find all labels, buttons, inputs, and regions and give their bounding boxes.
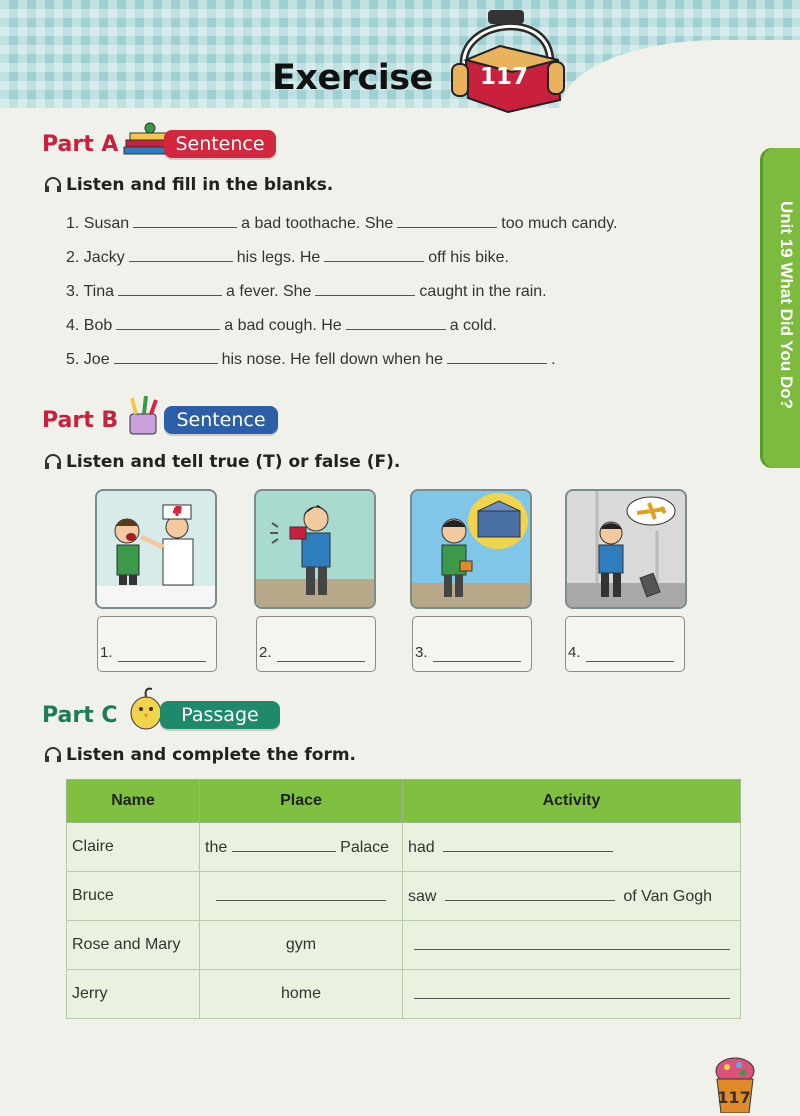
picture-museum: [410, 489, 532, 609]
table-row: [67, 970, 741, 1019]
place-blank[interactable]: [232, 837, 336, 852]
sentence-middle: his nose. He fell down when he: [221, 351, 444, 368]
answer-number: 4.: [568, 644, 581, 661]
activity-blank[interactable]: [414, 984, 730, 999]
sentence-start: 2. Jacky: [66, 249, 125, 266]
sentence-start: 3. Tina: [66, 283, 115, 300]
sentence-row: [66, 213, 618, 233]
headphones-icon: [450, 8, 565, 113]
part-b-pill: Sentence: [164, 406, 278, 434]
page-title: Exercise: [272, 58, 433, 98]
place-prefix: the: [205, 839, 228, 856]
answer-blank[interactable]: [397, 213, 497, 228]
cell-activity: [403, 970, 741, 1019]
sentence-row: [66, 247, 509, 267]
sentence-start: 4. Bob: [66, 317, 113, 334]
answer-number: 2.: [259, 644, 272, 661]
sentence-middle: a bad cough. He: [224, 317, 342, 334]
headphone-icon: [44, 453, 62, 469]
answer-blank[interactable]: [346, 315, 446, 330]
part-c-pill: Passage: [160, 701, 280, 729]
table-header-row: [67, 780, 741, 823]
cell-place: [200, 872, 403, 921]
sentence-middle: a fever. She: [226, 283, 312, 300]
part-c-label: Part C: [42, 703, 118, 728]
answer-line: [277, 661, 365, 662]
activity-suffix: of Van Gogh: [623, 888, 713, 905]
sentence-start: 1. Susan: [66, 215, 130, 232]
cell-activity: [403, 872, 741, 921]
sentence-end: .: [551, 351, 556, 368]
sentence-row: [66, 349, 556, 369]
pencil-cup-icon: [124, 396, 164, 436]
part-a-instruction-text: Listen and fill in the blanks.: [66, 175, 334, 195]
part-a-instruction: [44, 175, 333, 195]
table-row: [67, 823, 741, 872]
answer-blank[interactable]: [114, 349, 218, 364]
answer-box[interactable]: [565, 616, 685, 672]
sentence-start: 5. Joe: [66, 351, 110, 368]
header-place: Place: [200, 780, 403, 823]
cell-activity: [403, 823, 741, 872]
sentence-end: off his bike.: [428, 249, 509, 266]
sentence-middle: a bad toothache. She: [241, 215, 394, 232]
form-table: [66, 779, 741, 1019]
activity-blank[interactable]: [443, 837, 613, 852]
picture-dentist: [95, 489, 217, 609]
answer-blank[interactable]: [129, 247, 233, 262]
part-b-instruction-text: Listen and tell true (T) or false (F).: [66, 452, 401, 472]
answer-line: [118, 661, 206, 662]
sentence-end: a cold.: [449, 317, 497, 334]
cell-name: Bruce: [67, 872, 200, 921]
activity-blank[interactable]: [445, 886, 615, 901]
unit-title: Unit 19 What Did You Do?: [777, 200, 796, 410]
part-a-label: Part A: [42, 132, 119, 157]
part-c-instruction-text: Listen and complete the form.: [66, 745, 356, 765]
activity-prefix: had: [408, 839, 435, 856]
answer-blank[interactable]: [315, 281, 415, 296]
answer-line: [586, 661, 674, 662]
part-b-instruction: [44, 452, 400, 472]
sentence-row: [66, 281, 547, 301]
cell-activity: [403, 921, 741, 970]
activity-blank[interactable]: [414, 935, 730, 950]
answer-blank[interactable]: [116, 315, 220, 330]
place-blank[interactable]: [216, 886, 386, 901]
sentence-end: too much candy.: [501, 215, 618, 232]
part-b-label: Part B: [42, 408, 119, 433]
page-number: 117: [717, 1088, 751, 1107]
answer-box[interactable]: [412, 616, 532, 672]
headphone-icon: [44, 176, 62, 192]
cell-name: Jerry: [67, 970, 200, 1019]
cell-place: [200, 823, 403, 872]
place-suffix: Palace: [340, 839, 390, 856]
answer-number: 3.: [415, 644, 428, 661]
answer-line: [433, 661, 521, 662]
cell-name: Rose and Mary: [67, 921, 200, 970]
activity-prefix: saw: [408, 888, 437, 905]
cell-place: gym: [200, 921, 403, 970]
cell-place: home: [200, 970, 403, 1019]
header-name: Name: [67, 780, 200, 823]
answer-blank[interactable]: [118, 281, 222, 296]
picture-airport: [565, 489, 687, 609]
header-activity: Activity: [403, 780, 741, 823]
table-row: [67, 872, 741, 921]
exercise-number: 117: [479, 64, 528, 90]
headphone-icon: [44, 746, 62, 762]
sentence-row: [66, 315, 497, 335]
answer-blank[interactable]: [133, 213, 237, 228]
sentence-middle: his legs. He: [236, 249, 321, 266]
picture-camera: [254, 489, 376, 609]
part-c-instruction: [44, 745, 356, 765]
table-row: [67, 921, 741, 970]
cell-name: Claire: [67, 823, 200, 872]
answer-blank[interactable]: [447, 349, 547, 364]
answer-box[interactable]: [256, 616, 376, 672]
part-a-pill: Sentence: [164, 130, 276, 158]
answer-blank[interactable]: [324, 247, 424, 262]
answer-box[interactable]: [97, 616, 217, 672]
answer-number: 1.: [100, 644, 113, 661]
sentence-end: caught in the rain.: [419, 283, 547, 300]
